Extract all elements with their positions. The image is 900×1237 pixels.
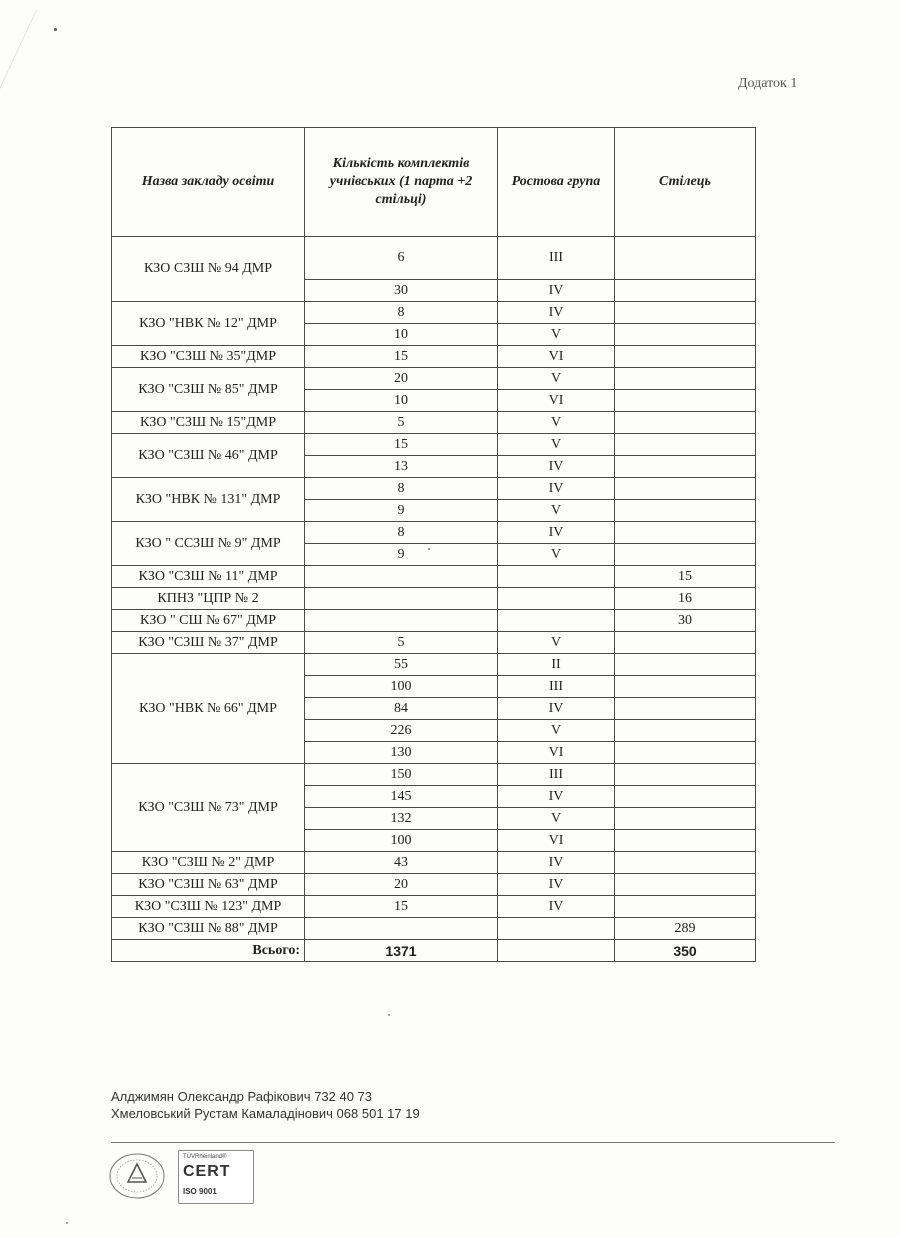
sets-count: 100 (305, 676, 498, 698)
sets-count: 20 (305, 874, 498, 896)
institution-name: КЗО "СЗШ № 73" ДМР (112, 764, 305, 852)
height-group: VI (498, 390, 615, 412)
sets-count: 226 (305, 720, 498, 742)
sets-count: 130 (305, 742, 498, 764)
institution-name: КЗО "СЗШ № 37" ДМР (112, 632, 305, 654)
height-group: IV (498, 852, 615, 874)
height-group: IV (498, 456, 615, 478)
chair-count (615, 302, 756, 324)
chair-count (615, 478, 756, 500)
sets-count: 150 (305, 764, 498, 786)
sets-count: 10 (305, 324, 498, 346)
height-group: II (498, 654, 615, 676)
total-sets: 1371 (305, 940, 498, 962)
sets-count: 20 (305, 368, 498, 390)
chair-count (615, 786, 756, 808)
table-header-row (112, 128, 756, 237)
total-group (498, 940, 615, 962)
sets-count: 13 (305, 456, 498, 478)
allocation-table (111, 127, 756, 962)
chair-count (615, 720, 756, 742)
sets-count: 43 (305, 852, 498, 874)
chair-count (615, 632, 756, 654)
height-group: IV (498, 522, 615, 544)
table-row (112, 434, 756, 456)
height-group: III (498, 237, 615, 280)
chair-count (615, 434, 756, 456)
sets-count: 30 (305, 280, 498, 302)
signers-block (111, 1088, 420, 1122)
chair-count (615, 500, 756, 522)
chair-count (615, 830, 756, 852)
sets-count: 6 (305, 237, 498, 280)
chair-count (615, 698, 756, 720)
header-chair: Стілець (615, 128, 756, 237)
height-group: IV (498, 786, 615, 808)
height-group: V (498, 368, 615, 390)
chair-count (615, 544, 756, 566)
scan-speck (428, 548, 430, 550)
institution-name: КЗО " СШ № 67" ДМР (112, 610, 305, 632)
appendix-label: Додаток 1 (738, 76, 798, 91)
scan-speck (54, 28, 57, 31)
chair-count (615, 324, 756, 346)
height-group: III (498, 676, 615, 698)
chair-count (615, 676, 756, 698)
chair-count: 16 (615, 588, 756, 610)
institution-name: КЗО "СЗШ № 85" ДМР (112, 368, 305, 412)
institution-name: КЗО "СЗШ № 11" ДМР (112, 566, 305, 588)
sets-count (305, 610, 498, 632)
header-institution: Назва закладу освіти (112, 128, 305, 237)
cert-iso: ISO 9001 (183, 1187, 217, 1196)
table-row (112, 302, 756, 324)
height-group: IV (498, 280, 615, 302)
signer-line: Хмеловський Рустам Камаладінович 068 501 17 19 (111, 1106, 420, 1121)
scan-speck (388, 1014, 390, 1016)
scan-speck (66, 1222, 68, 1224)
scan-edge-mark (0, 10, 97, 130)
height-group: V (498, 434, 615, 456)
allocation-table-wrapper (111, 127, 755, 962)
sets-count: 8 (305, 478, 498, 500)
sets-count: 132 (305, 808, 498, 830)
chair-count (615, 764, 756, 786)
institution-name: КЗО "НВК № 66" ДМР (112, 654, 305, 764)
sets-count: 9 (305, 544, 498, 566)
institution-name: КЗО СЗШ № 94 ДМР (112, 237, 305, 302)
header-height-group: Ростова група (498, 128, 615, 237)
height-group: IV (498, 302, 615, 324)
sets-count: 55 (305, 654, 498, 676)
table-row (112, 478, 756, 500)
height-group: V (498, 808, 615, 830)
sets-count: 8 (305, 522, 498, 544)
sets-count: 145 (305, 786, 498, 808)
sets-count: 5 (305, 632, 498, 654)
institution-name: КЗО "СЗШ № 15"ДМР (112, 412, 305, 434)
sets-count: 9 (305, 500, 498, 522)
height-group: V (498, 324, 615, 346)
height-group: III (498, 764, 615, 786)
table-row (112, 918, 756, 940)
height-group: IV (498, 896, 615, 918)
height-group: VI (498, 830, 615, 852)
chair-count (615, 346, 756, 368)
height-group: VI (498, 742, 615, 764)
chair-count (615, 654, 756, 676)
height-group: V (498, 720, 615, 742)
chair-count (615, 522, 756, 544)
total-row (112, 940, 756, 962)
table-row (112, 412, 756, 434)
certification-logo (108, 1148, 252, 1204)
institution-name: КЗО " ССЗШ № 9" ДМР (112, 522, 305, 566)
sets-count (305, 588, 498, 610)
sets-count: 84 (305, 698, 498, 720)
sets-count: 10 (305, 390, 498, 412)
sets-count (305, 918, 498, 940)
header-sets: Кількість комплектів учнівських (1 парта +2 стільці) (305, 128, 498, 237)
table-row (112, 522, 756, 544)
height-group: V (498, 632, 615, 654)
table-row (112, 237, 756, 280)
sets-count (305, 566, 498, 588)
table-row (112, 874, 756, 896)
table-row (112, 654, 756, 676)
table-row (112, 566, 756, 588)
table-row (112, 368, 756, 390)
height-group: V (498, 500, 615, 522)
cert-brand: TÜVRheinland® (183, 1154, 227, 1160)
height-group: V (498, 412, 615, 434)
chair-count: 289 (615, 918, 756, 940)
chair-count (615, 390, 756, 412)
table-row (112, 852, 756, 874)
height-group (498, 588, 615, 610)
institution-name: КЗО "НВК № 131" ДМР (112, 478, 305, 522)
chair-count (615, 237, 756, 280)
chair-count (615, 808, 756, 830)
height-group (498, 610, 615, 632)
chair-count: 30 (615, 610, 756, 632)
institution-name: КЗО "СЗШ № 35"ДМР (112, 346, 305, 368)
table-row (112, 896, 756, 918)
chair-count (615, 852, 756, 874)
height-group (498, 918, 615, 940)
institution-name: КПНЗ "ЦПР № 2 (112, 588, 305, 610)
cert-badge (178, 1150, 254, 1204)
cert-title: CERT (183, 1163, 231, 1180)
institution-name: КЗО "НВК № 12" ДМР (112, 302, 305, 346)
table-row (112, 588, 756, 610)
institution-name: КЗО "СЗШ № 123" ДМР (112, 896, 305, 918)
signer-line: Алджимян Олександр Рафікович 732 40 73 (111, 1089, 373, 1104)
chair-count (615, 874, 756, 896)
table-row (112, 764, 756, 786)
height-group: VI (498, 346, 615, 368)
certification-seal-icon (108, 1152, 166, 1200)
height-group: IV (498, 478, 615, 500)
table-body (112, 237, 756, 940)
total-label: Всього: (112, 940, 305, 962)
height-group: IV (498, 874, 615, 896)
height-group (498, 566, 615, 588)
chair-count (615, 280, 756, 302)
total-chair: 350 (615, 940, 756, 962)
institution-name: КЗО "СЗШ № 46" ДМР (112, 434, 305, 478)
sets-count: 5 (305, 412, 498, 434)
chair-count (615, 412, 756, 434)
height-group: V (498, 544, 615, 566)
sets-count: 15 (305, 896, 498, 918)
table-row (112, 346, 756, 368)
sets-count: 15 (305, 434, 498, 456)
chair-count (615, 368, 756, 390)
sets-count: 15 (305, 346, 498, 368)
chair-count (615, 742, 756, 764)
chair-count (615, 896, 756, 918)
chair-count: 15 (615, 566, 756, 588)
table-row (112, 632, 756, 654)
sets-count: 8 (305, 302, 498, 324)
institution-name: КЗО "СЗШ № 63" ДМР (112, 874, 305, 896)
institution-name: КЗО "СЗШ № 2" ДМР (112, 852, 305, 874)
sets-count: 100 (305, 830, 498, 852)
table-row (112, 610, 756, 632)
height-group: IV (498, 698, 615, 720)
chair-count (615, 456, 756, 478)
footer-divider (111, 1142, 835, 1143)
institution-name: КЗО "СЗШ № 88" ДМР (112, 918, 305, 940)
